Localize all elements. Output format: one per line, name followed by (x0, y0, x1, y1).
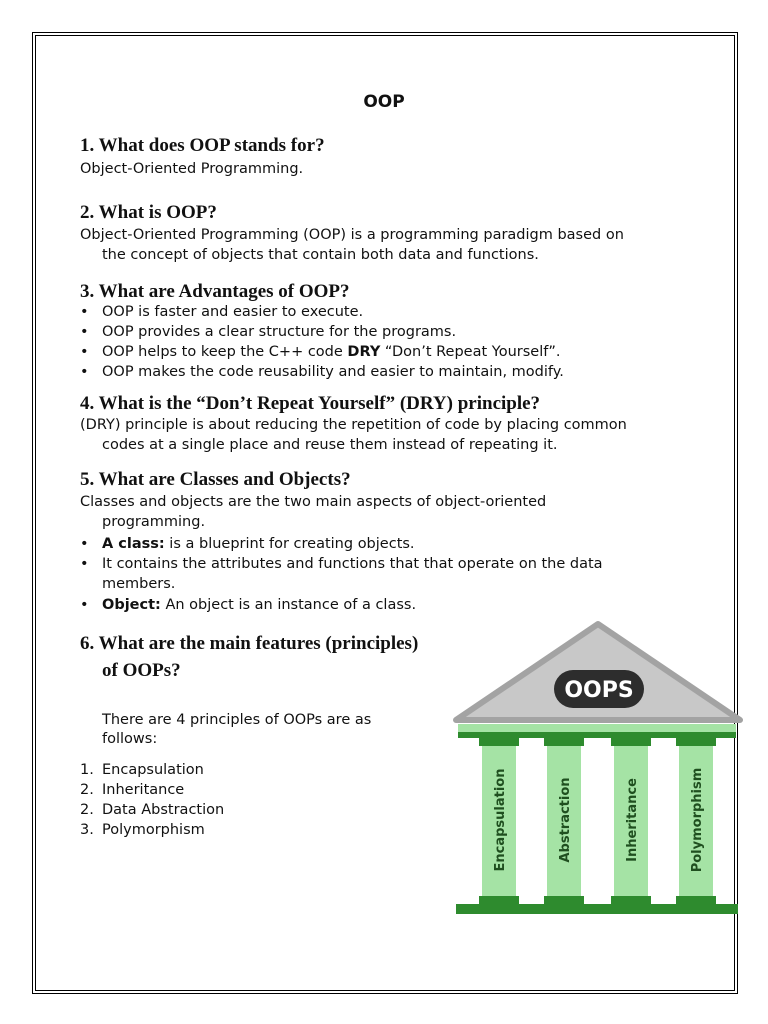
list-item: • A class: is a blueprint for creating objects. (80, 536, 415, 552)
list-item: • It contains the attributes and functions that that operate on the data (80, 556, 603, 572)
answer-2-line2: the concept of objects that contain both data and functions. (102, 247, 539, 263)
heading-2: 2. What is OOP? (80, 202, 217, 223)
heading-5: 5. What are Classes and Objects? (80, 469, 351, 490)
list-item: 2. Data Abstraction (80, 802, 225, 818)
heading-6-line1: 6. What are the main features (principles) (80, 633, 419, 654)
answer-5-line2: programming. (102, 514, 206, 530)
heading-1: 1. What does OOP stands for? (80, 135, 325, 156)
list-item: • OOP is faster and easier to execute. (80, 304, 364, 320)
pillar-polymorphism (676, 738, 716, 904)
answer-4-line1: (DRY) principle is about reducing the repetition of code by placing common (80, 417, 627, 433)
pillar-encapsulation (479, 738, 519, 904)
pillar-inheritance (611, 738, 651, 904)
list-item: 1. Encapsulation (80, 762, 204, 778)
answer-2-line1: Object-Oriented Programming (OOP) is a programming paradigm based on (80, 227, 624, 243)
answer-5-line1: Classes and objects are the two main aspects of object-oriented (80, 494, 547, 510)
list-item-continuation: members. (102, 576, 176, 592)
heading-4: 4. What is the “Don’t Repeat Yourself” (DRY) principle? (80, 393, 541, 414)
pillar-label: Abstraction (558, 777, 573, 863)
temple-lintel (458, 724, 736, 732)
pillar-label: Inheritance (625, 778, 640, 862)
list-item: • OOP provides a clear structure for the programs. (80, 324, 457, 340)
temple-lintel-shadow (458, 732, 736, 738)
list-item: • Object: An object is an instance of a class. (80, 597, 417, 613)
page-title: OOP (363, 92, 405, 112)
pillar-abstraction (544, 738, 584, 904)
list-item: • OOP helps to keep the C++ code DRY “Don’t Repeat Yourself”. (80, 344, 561, 360)
list-item: 2. Inheritance (80, 782, 185, 798)
answer-4-line2: codes at a single place and reuse them instead of repeating it. (102, 437, 558, 453)
roof-label: OOPS (564, 678, 634, 703)
heading-3: 3. What are Advantages of OOP? (80, 281, 350, 302)
temple-base (456, 904, 738, 914)
heading-6-line2: of OOPs? (102, 660, 181, 681)
pillar-label: Encapsulation (493, 768, 508, 872)
list-item: 3. Polymorphism (80, 822, 205, 838)
intro-line2: follows: (102, 731, 158, 747)
answer-1: Object-Oriented Programming. (80, 161, 304, 177)
list-item: • OOP makes the code reusability and easier to maintain, modify. (80, 364, 564, 380)
pillar-label: Polymorphism (690, 767, 705, 873)
intro-line1: There are 4 principles of OOPs are as (102, 712, 372, 728)
